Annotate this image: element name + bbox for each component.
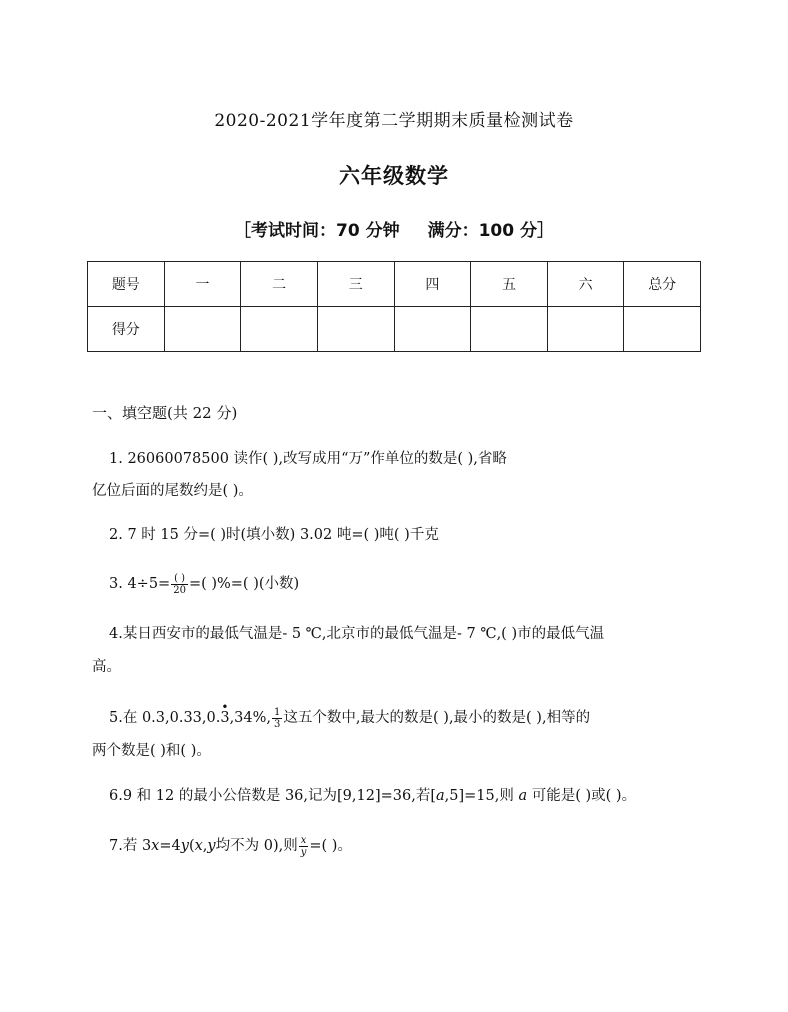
q5-mid: ,34%, bbox=[229, 710, 272, 726]
score-input-cell[interactable] bbox=[547, 307, 624, 352]
question-1-line-2: 亿位后面的尾数约是( )。 bbox=[92, 483, 253, 499]
q5-suffix: 这五个数中,最大的数是( ),最小的数是( ),相等的 bbox=[283, 710, 591, 726]
q7-comma: , bbox=[202, 838, 208, 854]
repeat-dot-icon: • bbox=[221, 700, 229, 714]
q5-repeat-digit: 3 bbox=[220, 710, 230, 726]
score-table bbox=[87, 261, 701, 352]
section-title: 一、填空题(共 22 分) bbox=[92, 404, 238, 422]
q7-paren: ( bbox=[188, 838, 195, 854]
exam-title: 2020-2021学年度第二学期期末质量检测试卷 bbox=[214, 111, 574, 131]
question-5-line-1 bbox=[109, 700, 591, 730]
score-table-cell: 二 bbox=[241, 262, 318, 307]
q7-fraction-denominator: y bbox=[300, 846, 307, 858]
question-1-line-1: 1. 26060078500 读作( ),改写成用“万”作单位的数是( ),省略 bbox=[109, 451, 507, 467]
q7-var-x: x bbox=[151, 838, 160, 854]
q6-variable-a-repeat: a bbox=[518, 788, 528, 804]
score-table-cell: 五 bbox=[471, 262, 548, 307]
q6-variable-a: a bbox=[435, 788, 445, 804]
q5-fraction-numerator: 1 bbox=[274, 706, 281, 718]
score-input-cell[interactable] bbox=[317, 307, 394, 352]
score-input-cell[interactable] bbox=[624, 307, 701, 352]
score-table-score-row bbox=[88, 307, 701, 352]
score-row-label: 得分 bbox=[88, 307, 165, 352]
score-table-cell: 一 bbox=[164, 262, 241, 307]
q3-suffix: =( )%=( )(小数) bbox=[188, 576, 300, 592]
q7-fraction-numerator: x bbox=[299, 835, 309, 847]
score-table-header-row bbox=[88, 262, 701, 307]
q5-fraction bbox=[272, 707, 282, 730]
q7-var-y-cond: y bbox=[207, 838, 216, 854]
q7-var-y: y bbox=[180, 838, 189, 854]
q7-cond: 均不为 0),则 bbox=[215, 838, 298, 854]
exam-info bbox=[0, 216, 788, 241]
score-table-cell: 题号 bbox=[88, 262, 165, 307]
q7-fraction bbox=[299, 835, 309, 858]
q6-prefix: 6.9 和 12 的最小公倍数是 36,记为[9,12]=36,若[ bbox=[109, 788, 436, 804]
q6-suffix: 可能是( )或( )。 bbox=[527, 788, 637, 804]
subject-title: 六年级数学 bbox=[339, 164, 449, 188]
question-4-line-1: 4.某日西安市的最低气温是- 5 ℃,北京市的最低气温是- 7 ℃,( )市的最低气温 bbox=[109, 626, 605, 642]
score-input-cell[interactable] bbox=[241, 307, 318, 352]
question-2: 2. 7 时 15 分=( )时(填小数) 3.02 吨=( )吨( )千克 bbox=[109, 527, 439, 543]
score-input-cell[interactable] bbox=[394, 307, 471, 352]
q3-prefix: 3. 4÷5= bbox=[109, 576, 171, 592]
score-table-cell: 六 bbox=[547, 262, 624, 307]
q7-suffix: =( )。 bbox=[309, 838, 352, 854]
q3-fraction-numerator: ( ) bbox=[171, 573, 188, 585]
q5-prefix: 5.在 0.3,0.33,0. bbox=[109, 710, 221, 726]
score-table-cell: 三 bbox=[317, 262, 394, 307]
score-table-cell: 总分 bbox=[624, 262, 701, 307]
question-3 bbox=[109, 572, 299, 596]
question-4-line-2: 高。 bbox=[92, 659, 121, 675]
q7-var-x-cond: x bbox=[194, 838, 203, 854]
question-6 bbox=[109, 784, 636, 805]
exam-time: ［考试时间：70 分钟 bbox=[234, 221, 400, 241]
exam-full-score: 满分：100 分］ bbox=[427, 221, 554, 241]
score-input-cell[interactable] bbox=[164, 307, 241, 352]
score-input-cell[interactable] bbox=[471, 307, 548, 352]
q7-prefix: 7.若 3 bbox=[109, 838, 152, 854]
q6-mid: ,5]=15,则 bbox=[444, 788, 519, 804]
q3-fraction-denominator: 20 bbox=[173, 584, 186, 596]
score-table-cell: 四 bbox=[394, 262, 471, 307]
q3-fraction bbox=[171, 573, 188, 596]
q7-eq: =4 bbox=[159, 838, 181, 854]
question-5-line-2: 两个数是( )和( )。 bbox=[92, 743, 211, 759]
q5-repeating-decimal bbox=[220, 700, 230, 726]
q5-fraction-denominator: 3 bbox=[274, 718, 281, 730]
question-7 bbox=[109, 834, 352, 858]
